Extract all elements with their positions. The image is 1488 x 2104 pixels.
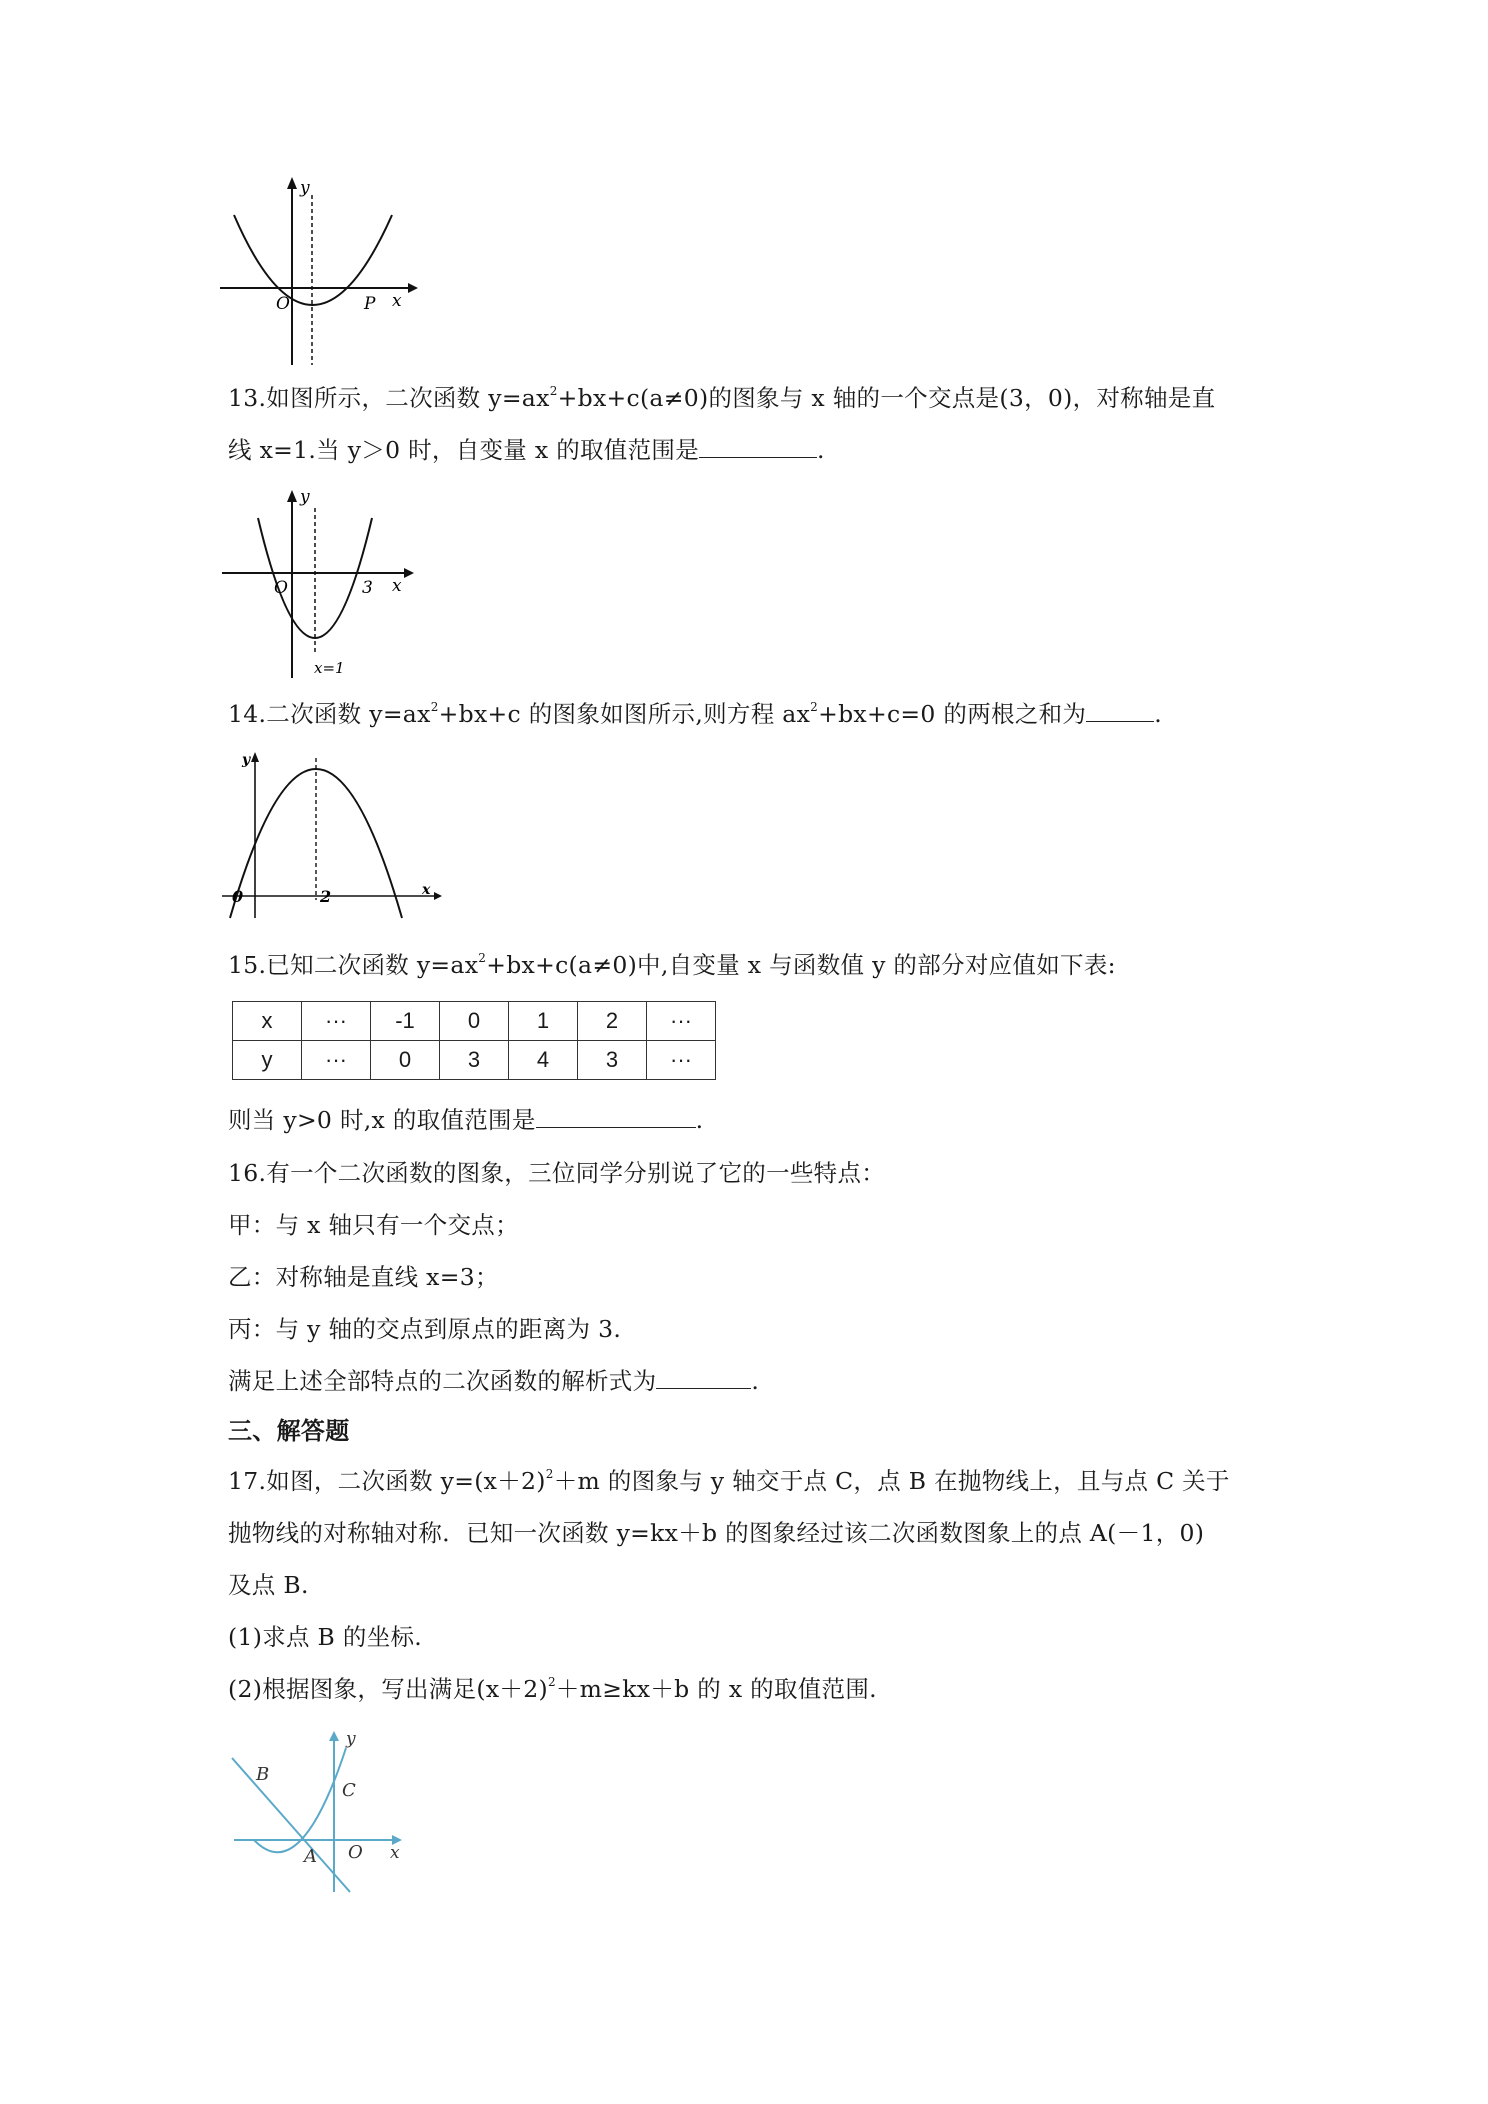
q17-part1: (1)求点 B 的坐标. xyxy=(228,1623,423,1651)
fig17-c-label: C xyxy=(342,1780,356,1801)
table-cell: 3 xyxy=(578,1041,647,1080)
q13-line1: 13.如图所示，二次函数 $y=ax^2+bx+c(a\ne 0)$的图象与 x 轴的一个交点是(3，0)，对称轴是直 xyxy=(228,384,1216,412)
q16-line1: 16.有一个二次函数的图象，三位同学分别说了它的一些特点： xyxy=(228,1159,886,1187)
fig14-origin-label: 0 xyxy=(232,887,244,906)
table-cell: x xyxy=(233,1002,302,1041)
table-cell: 0 xyxy=(440,1002,509,1041)
q16-jia: 甲：与 x 轴只有一个交点； xyxy=(228,1211,519,1239)
fig17-y-label: y xyxy=(346,1729,356,1749)
fig17-b-label: B xyxy=(256,1764,270,1785)
table-cell: 3 xyxy=(440,1041,509,1080)
q13-line2: 线 x=1.当 y＞0 时，自变量 x 的取值范围是 . xyxy=(228,436,825,464)
q16-yi: 乙：对称轴是直线 x=3； xyxy=(228,1263,499,1291)
fig13-x-label: x xyxy=(392,576,402,596)
fig12-origin-label: O xyxy=(276,294,290,314)
q15-answer-blank[interactable] xyxy=(536,1105,696,1128)
q17-part2: (2)根据图象，写出满足$(x+2)^2+m\ge kx+b$ 的 x 的取值范围. xyxy=(228,1675,877,1703)
q17-line3: 及点 B. xyxy=(228,1571,309,1599)
figure-17-parabola-line xyxy=(222,1728,412,1896)
q16-line2: 满足上述全部特点的二次函数的解析式为 . xyxy=(228,1367,760,1395)
fig14-y-label: y xyxy=(242,752,251,768)
q13-answer-blank[interactable] xyxy=(699,435,817,458)
fig14-two-label: 2 xyxy=(320,887,332,906)
fig13-three-label: 3 xyxy=(362,578,373,598)
fig14-x-label: x xyxy=(422,882,431,898)
section-heading: 三、解答题 xyxy=(228,1417,350,1445)
fig17-o-label: O xyxy=(348,1842,363,1863)
table-cell: y xyxy=(233,1041,302,1080)
table-cell: ··· xyxy=(302,1002,371,1041)
figure-13-parabola xyxy=(222,488,422,683)
figure-12-parabola xyxy=(220,175,420,370)
table-row xyxy=(233,1002,716,1041)
q15-value-table xyxy=(232,1001,716,1080)
figure-14-parabola xyxy=(222,748,447,923)
q15-line2: 则当 y>0 时,x 的取值范围是 . xyxy=(228,1106,704,1134)
table-cell: -1 xyxy=(371,1002,440,1041)
table-cell: 1 xyxy=(509,1002,578,1041)
q16-answer-blank[interactable] xyxy=(656,1366,751,1389)
table-row xyxy=(233,1041,716,1080)
table-cell: ··· xyxy=(647,1041,716,1080)
q17-line2: 抛物线的对称轴对称．已知一次函数 y=kx＋b 的图象经过该二次函数图象上的点 A(－1，0) xyxy=(228,1519,1205,1547)
fig12-p-label: P xyxy=(364,294,376,314)
table-cell: 2 xyxy=(578,1002,647,1041)
table-cell: ··· xyxy=(302,1041,371,1080)
q15-line1: 15.已知二次函数 $y=ax^2+bx+c(a\ne 0)$中,自变量 x 与函数值 y 的部分对应值如下表: xyxy=(228,951,1116,979)
q13-line2-text: 线 x=1.当 y＞0 时，自变量 x 的取值范围是 xyxy=(228,436,699,464)
fig12-y-label: y xyxy=(300,178,310,198)
q17-line1: 17.如图，二次函数 $y=(x+2)^2+m$ 的图象与 y 轴交于点 C，点 B 在抛物线上，且与点 C 关于 xyxy=(228,1467,1230,1495)
q16-line2-text: 满足上述全部特点的二次函数的解析式为 xyxy=(228,1367,657,1395)
q15-line2-text: 则当 y>0 时,x 的取值范围是 xyxy=(228,1106,536,1134)
q16-bing: 丙：与 y 轴的交点到原点的距离为 3. xyxy=(228,1315,622,1343)
table-cell: 0 xyxy=(371,1041,440,1080)
fig17-a-label: A xyxy=(304,1846,317,1867)
fig13-axis-label: x=1 xyxy=(314,659,345,677)
fig13-y-label: y xyxy=(300,487,310,507)
table-cell: 4 xyxy=(509,1041,578,1080)
table-cell: ··· xyxy=(647,1002,716,1041)
q14-answer-blank[interactable] xyxy=(1086,699,1154,722)
fig12-x-label: x xyxy=(392,291,402,311)
q14-line1: 14.二次函数 $y=ax^2+bx+c$ 的图象如图所示,则方程 $ax^2+bx+c=0$ 的两根之和为 . xyxy=(228,700,1163,728)
fig17-x-label: x xyxy=(390,1843,400,1863)
fig13-origin-label: O xyxy=(274,578,288,598)
